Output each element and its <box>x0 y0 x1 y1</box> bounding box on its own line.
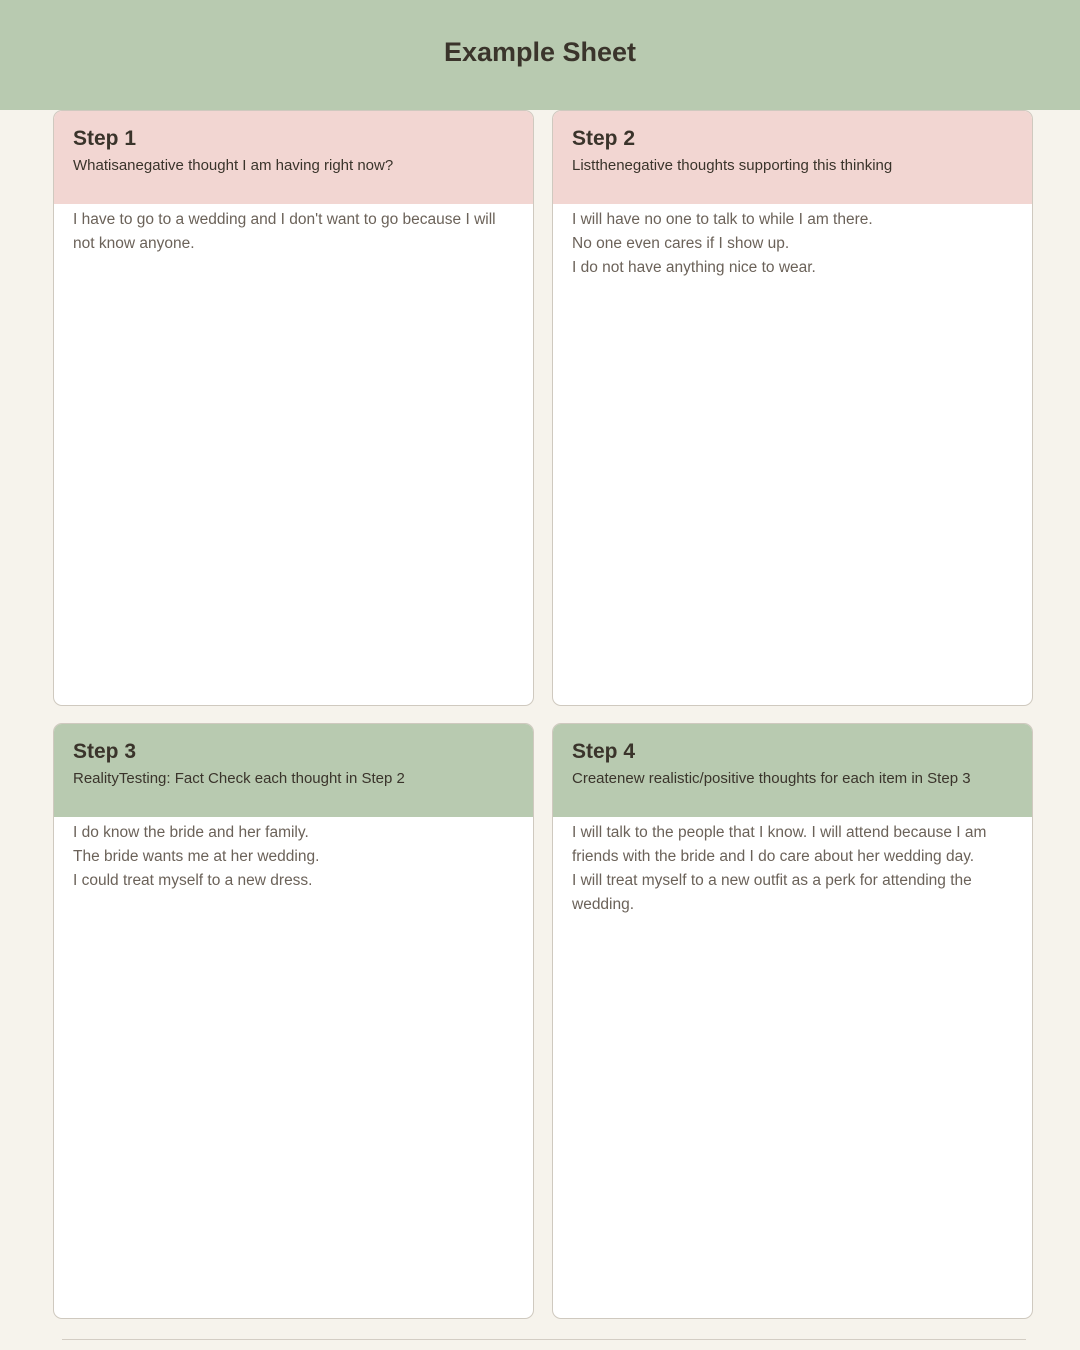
step-3-prompt: RealityTesting: Fact Check each thought in Step 2 <box>73 770 405 787</box>
step-3-answer[interactable] <box>54 817 533 893</box>
step-4-prompt: Createnew realistic/positive thoughts for each item in Step 3 <box>572 770 971 787</box>
page-title: Example Sheet <box>443 36 637 67</box>
step-1-card <box>53 110 534 706</box>
step-2-card <box>552 110 1033 706</box>
page-header <box>0 0 1080 110</box>
answer-line: not know anyone. <box>73 235 195 252</box>
answer-line: I do not have anything nice to wear. <box>572 259 816 276</box>
step-3-header <box>54 724 533 817</box>
answer-line: No one even cares if I show up. <box>572 235 790 252</box>
step-4-card <box>552 723 1033 1319</box>
answer-line: The bride wants me at her wedding. <box>73 848 320 865</box>
step-1-prompt: Whatisanegative thought I am having right now? <box>73 157 394 174</box>
step-4-answer[interactable] <box>553 817 1032 917</box>
step-2-answer[interactable] <box>553 204 1032 280</box>
answer-line: I will talk to the people that I know. I will attend because I am <box>572 824 987 841</box>
answer-line: I could treat myself to a new dress. <box>73 872 313 889</box>
step-3-title: Step 3 <box>73 740 137 763</box>
answer-line: I will treat myself to a new outfit as a perk for attending the <box>572 872 972 889</box>
answer-line: I have to go to a wedding and I don't want to go because I will <box>73 211 496 228</box>
footer-divider <box>62 1339 1026 1340</box>
step-1-answer[interactable] <box>54 204 533 256</box>
answer-line: wedding. <box>572 896 635 913</box>
step-2-prompt: Listthenegative thoughts supporting this thinking <box>572 157 893 174</box>
step-4-header <box>553 724 1032 817</box>
step-3-card <box>53 723 534 1319</box>
answer-line: I will have no one to talk to while I am there. <box>572 211 873 228</box>
answer-line: I do know the bride and her family. <box>73 824 309 841</box>
answer-line: friends with the bride and I do care about her wedding day. <box>572 848 975 865</box>
step-2-header <box>553 111 1032 204</box>
step-1-title: Step 1 <box>73 127 137 150</box>
step-2-title: Step 2 <box>572 127 636 150</box>
step-4-title: Step 4 <box>572 740 636 763</box>
step-1-header <box>54 111 533 204</box>
